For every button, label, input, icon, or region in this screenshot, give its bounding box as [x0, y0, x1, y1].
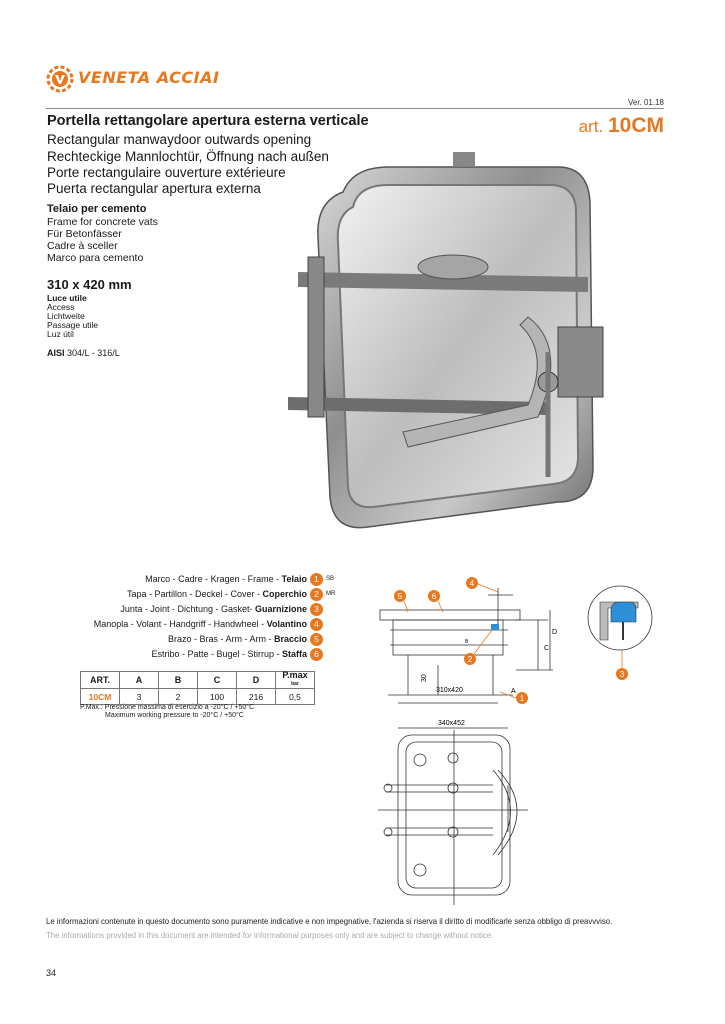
access-de: Lichtweite: [47, 311, 85, 321]
dim-c: C: [544, 645, 550, 652]
disclaimer-en: The informations provided in this document are intended for informational purposes only and are subject to change without notice.: [46, 931, 494, 940]
part-code: SB: [326, 576, 335, 582]
header-a: A: [120, 672, 159, 689]
gasket-highlight: [491, 624, 499, 630]
callout-6: [428, 590, 440, 602]
part-row-4: Manopla - Volant - Handgriff - Handwheel - Volantino 4: [94, 617, 340, 631]
dim-d: D: [552, 629, 558, 636]
spec-table: [80, 671, 315, 705]
frame-es: Marco para cemento: [47, 252, 144, 264]
technical-drawing: [368, 570, 668, 940]
callout-5: [394, 590, 406, 602]
access-en: Access: [47, 302, 75, 312]
material-value: 304/L - 316/L: [67, 348, 120, 358]
dim-a: A: [511, 688, 516, 695]
material-label: AISI: [47, 348, 65, 358]
access-fr: Passage utile: [47, 320, 99, 330]
callout-badge: 6: [310, 648, 323, 661]
part-code: MR: [326, 591, 336, 597]
top-size-label: 340x452: [438, 720, 465, 727]
callout-badge: 3: [310, 603, 323, 616]
header-c: C: [198, 672, 237, 689]
table-header-row: [81, 672, 315, 689]
callout-badge: 2: [310, 588, 323, 601]
callout-badge: 5: [310, 633, 323, 646]
cell-c: 100: [198, 689, 237, 705]
page-number: 34: [46, 968, 57, 978]
dim-30: 30: [421, 674, 428, 682]
callout-1: [516, 692, 528, 704]
header-rule: [46, 108, 664, 109]
title-es: Puerta rectangular apertura externa: [47, 181, 261, 196]
title-de: Rechteckige Mannlochtür, Öffnung nach außen: [47, 149, 329, 164]
access-it: Luce utile: [47, 293, 87, 303]
callout-3: [616, 668, 628, 680]
frame-de: Für Betonfässer: [47, 228, 122, 240]
header-b: B: [159, 672, 198, 689]
svg-text:1: 1: [519, 694, 525, 703]
title-it: Portella rettangolare apertura esterna verticale: [47, 113, 369, 129]
header-art: ART.: [81, 672, 120, 689]
callout-badge: 1: [310, 573, 323, 586]
article-code: [579, 114, 664, 138]
access-es: Luz útil: [47, 329, 74, 339]
title-en: Rectangular manwaydoor outwards opening: [47, 132, 312, 147]
part-row-3: Junta - Joint - Dichtung - Gasket- Guarnizione 3: [120, 602, 340, 616]
header-d: D: [237, 672, 276, 689]
callout-badge: 4: [310, 618, 323, 631]
article-prefix: art.: [578, 117, 604, 136]
svg-text:5: 5: [397, 592, 403, 601]
frame-it: Telaio per cemento: [47, 203, 147, 215]
disclaimer-it: Le informazioni contenute in questo documento sono puramente indicative e non impegnative, l'azienda si riserva il diritto di modificarle senza obbligo di preavvviso.: [46, 917, 613, 926]
front-view: [378, 728, 528, 905]
title-fr: Porte rectangulaire ouverture extérieure: [47, 165, 286, 180]
header-pmax: P.max bar: [276, 672, 315, 689]
svg-text:3: 3: [619, 670, 625, 679]
svg-text:2: 2: [467, 655, 473, 664]
part-row-6: Estribo - Patte - Bugel - Stirrup - Staffa 6: [151, 647, 340, 661]
frame-fr: Cadre à sceller: [47, 240, 118, 252]
dim-b: B: [465, 639, 469, 645]
frame-en: Frame for concrete vats: [47, 216, 158, 228]
part-row-5: Brazo - Bras - Arm - Arm - Braccio 5: [168, 632, 340, 646]
material: [47, 348, 120, 358]
cell-pmax: 0,5: [276, 689, 315, 705]
callout-4: [466, 577, 478, 589]
cell-a: 3: [120, 689, 159, 705]
size-value: 310 x 420 mm: [47, 277, 132, 292]
svg-text:4: 4: [469, 579, 475, 588]
pressure-note-en: Maximum working pressure to -20°C / +50°C: [105, 712, 244, 719]
svg-text:6: 6: [431, 592, 437, 601]
part-row-2: Tapa - Partillon - Deckel - Cover - Coperchio 2 MR: [127, 587, 340, 601]
article-number: 10CM: [607, 114, 664, 137]
brand-name: VENETA ACCIAI: [78, 68, 220, 87]
pressure-note-it: P.Max.: Pressione massima di esercizio a -20°C / +50°C: [80, 704, 255, 711]
manway-door-photo: [258, 147, 608, 542]
table-row: [81, 689, 315, 705]
callout-2: [464, 653, 476, 665]
version-label: Ver. 01.18: [627, 98, 664, 107]
cell-d: 216: [237, 689, 276, 705]
cell-art: 10CM: [81, 689, 120, 705]
side-size-label: 310x420: [436, 687, 463, 694]
part-row-1: Marco - Cadre - Kragen - Frame - Telaio 1 SB: [145, 572, 340, 586]
cell-b: 2: [159, 689, 198, 705]
